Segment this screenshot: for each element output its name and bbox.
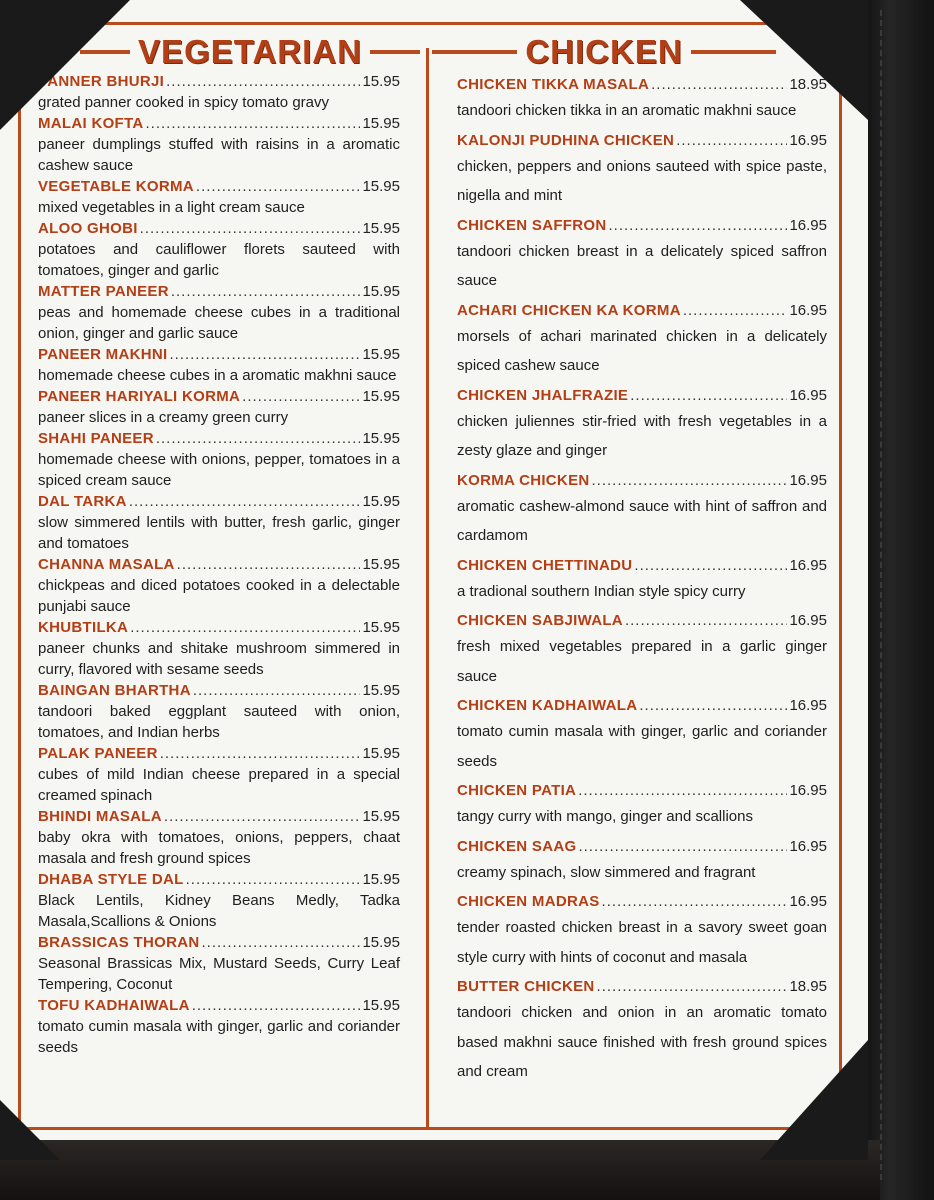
dish-price: 16.95 (789, 216, 827, 234)
dish-price: 15.95 (362, 682, 400, 699)
dish-name: BAINGAN BHARTHA (38, 682, 191, 699)
dish-name: CHICKEN CHETTINADU (457, 556, 633, 574)
dish-name: TOFU KADHAIWALA (38, 997, 190, 1014)
dish-description: tandoori baked eggplant sauteed with onion, tomatoes, and Indian herbs (38, 703, 400, 741)
menu-item (38, 387, 400, 428)
dish-description: creamy spinach, slow simmered and fragrant (457, 863, 756, 881)
menu-item (457, 130, 827, 211)
dish-description: potatoes and cauliflower florets sauteed with tomatoes, ginger and garlic (38, 241, 400, 279)
dish-name: VEGETABLE KORMA (38, 178, 194, 195)
dot-leader (639, 695, 787, 717)
dish-description: tomato cumin masala with ginger, garlic and coriander seeds (38, 1018, 400, 1056)
dish-name: KALONJI PUDHINA CHICKEN (457, 131, 675, 149)
dish-price: 15.95 (362, 178, 400, 195)
dot-leader (578, 836, 787, 858)
dish-description: paneer dumplings stuffed with raisins in a aromatic cashew sauce (38, 136, 400, 174)
dot-leader (140, 219, 361, 239)
header-rule-right (370, 50, 420, 54)
menu-item (38, 807, 400, 869)
dot-leader (578, 780, 787, 802)
dish-price: 16.95 (789, 782, 827, 799)
dot-leader (129, 492, 361, 512)
menu-item-line (457, 836, 827, 858)
menu-item-line (38, 870, 400, 890)
dish-description: homemade cheese cubes in a aromatic makhni sauce (38, 367, 397, 384)
dish-price: 15.95 (362, 388, 400, 405)
menu-item (38, 681, 400, 743)
dish-name: CHICKEN SAAG (457, 837, 577, 855)
menu-item-line (38, 345, 400, 365)
dish-price: 15.95 (362, 346, 400, 363)
menu-item-line (38, 429, 400, 449)
dish-name: DAL TARKA (38, 493, 127, 510)
corner-tab-bottom-left (0, 1100, 60, 1160)
menu-item-line (38, 933, 400, 953)
menu-item (38, 744, 400, 806)
menu-item (38, 996, 400, 1058)
dish-name: MATTER PANEER (38, 283, 169, 300)
menu-item-line (38, 744, 400, 764)
dot-leader (186, 870, 361, 890)
dish-description: baby okra with tomatoes, onions, peppers, chaat masala and fresh ground spices (38, 829, 400, 867)
dish-description: tender roasted chicken breast in a savory sweet goan style curry with hints of coconut and masala (457, 919, 827, 966)
dot-leader (156, 429, 361, 449)
dish-name: PANEER HARIYALI KORMA (38, 388, 241, 405)
dish-price: 16.95 (789, 131, 827, 149)
menu-item-line (457, 215, 827, 237)
dish-description: fresh mixed vegetables prepared in a garlic ginger sauce (457, 638, 827, 685)
menu-item (38, 219, 400, 281)
menu-item-line (38, 807, 400, 827)
chicken-header (432, 30, 776, 74)
dish-description: tandoori chicken tikka in an aromatic makhni sauce (457, 102, 797, 119)
menu-item-line (38, 177, 400, 197)
dot-leader (130, 618, 360, 638)
dot-leader (146, 114, 361, 134)
dish-price: 16.95 (789, 612, 827, 629)
dish-description: Black Lentils, Kidney Beans Medly, Tadka Masala,Scallions & Onions (38, 892, 400, 930)
menu-item (38, 555, 400, 617)
dish-name: CHICKEN KADHAIWALA (457, 697, 638, 714)
menu-item (38, 870, 400, 932)
menu-item-line (457, 780, 827, 802)
dish-price: 15.95 (362, 283, 400, 300)
dish-name: BRASSICAS THORAN (38, 934, 200, 951)
dish-description: morsels of achari marinated chicken in a delicately spiced cashew sauce (457, 327, 827, 374)
dish-description: Seasonal Brassicas Mix, Mustard Seeds, Curry Leaf Tempering, Coconut (38, 955, 400, 993)
menu-item (38, 618, 400, 680)
dish-price: 16.95 (789, 893, 827, 910)
dish-description: chickpeas and diced potatoes cooked in a delectable punjabi sauce (38, 577, 400, 615)
dish-description: homemade cheese with onions, pepper, tomatoes in a spiced cream sauce (38, 451, 400, 489)
dot-leader (196, 177, 361, 197)
dot-leader (164, 807, 361, 827)
menu-item-line (457, 891, 827, 913)
dot-leader (193, 681, 361, 701)
menu-item-line (38, 387, 400, 407)
dot-leader (171, 282, 361, 302)
menu-item-line (457, 555, 827, 577)
dot-leader (169, 345, 360, 365)
dish-name: CHICKEN MADRAS (457, 893, 600, 910)
dish-name: KHUBTILKA (38, 619, 129, 636)
dot-leader (630, 385, 787, 407)
menu-item (38, 429, 400, 491)
dish-price: 18.95 (789, 76, 827, 93)
dish-description: paneer chunks and shitake mushroom simmered in curry, flavored with sesame seeds (38, 640, 400, 678)
dish-name: CHICKEN PATIA (457, 782, 577, 799)
dish-price: 15.95 (362, 871, 400, 888)
dish-name: CHICKEN SAFFRON (457, 216, 607, 234)
menu-item (38, 177, 400, 218)
menu-item-line (457, 385, 827, 407)
menu-item-line (38, 219, 400, 239)
menu-item (457, 610, 827, 691)
menu-item (457, 555, 827, 607)
dish-price: 15.95 (362, 220, 400, 237)
dish-price: 16.95 (789, 471, 827, 489)
dish-price: 15.95 (362, 493, 400, 510)
dot-leader (242, 387, 360, 407)
menu-item (457, 836, 827, 888)
binder-stitching (880, 10, 904, 1180)
binder-bottom-edge (0, 1140, 880, 1200)
menu-item (457, 695, 827, 776)
dish-price: 18.95 (789, 978, 827, 995)
dish-name: DHABA STYLE DAL (38, 871, 184, 888)
dish-description: paneer slices in a creamy green curry (38, 409, 289, 426)
vegetarian-title: VEGETARIAN (138, 33, 362, 70)
dish-name: CHICKEN TIKKA MASALA (457, 76, 650, 93)
menu-item-line (38, 492, 400, 512)
dish-price: 15.95 (362, 430, 400, 447)
menu-item-line (457, 610, 827, 632)
dish-name: BUTTER CHICKEN (457, 978, 595, 995)
dot-leader (634, 555, 787, 577)
menu-item-line (457, 130, 827, 152)
corner-tab-top-left (0, 0, 130, 130)
dot-leader (166, 72, 360, 92)
dish-price: 16.95 (789, 386, 827, 404)
dish-name: MALAI KOFTA (38, 115, 144, 132)
dish-description: mixed vegetables in a light cream sauce (38, 199, 305, 216)
dish-price: 15.95 (362, 556, 400, 573)
dish-name: PALAK PANEER (38, 745, 158, 762)
menu-item (38, 492, 400, 554)
dot-leader (683, 300, 788, 322)
menu-item (457, 215, 827, 296)
dot-leader (597, 976, 788, 998)
menu-item (457, 300, 827, 381)
menu-item-line (38, 618, 400, 638)
menu-item-line (38, 555, 400, 575)
menu-item (457, 385, 827, 466)
menu-item (457, 891, 827, 972)
header-rule-left (432, 50, 517, 54)
dish-name: CHICKEN JHALFRAZIE (457, 386, 629, 404)
dish-price: 15.95 (362, 115, 400, 132)
dish-name: ACHARI CHICKEN KA KORMA (457, 301, 681, 319)
vegetarian-header (80, 30, 420, 74)
menu-item-line (457, 695, 827, 717)
dish-price: 15.95 (362, 997, 400, 1014)
menu-item (38, 345, 400, 386)
dot-leader (177, 555, 361, 575)
menu-item-line (457, 300, 827, 322)
dish-price: 16.95 (789, 301, 827, 319)
dish-name: ALOO GHOBI (38, 220, 138, 237)
dish-description: tangy curry with mango, ginger and scallions (457, 808, 753, 825)
dot-leader (192, 996, 361, 1016)
dish-price: 15.95 (362, 934, 400, 951)
menu-item-line (38, 681, 400, 701)
dish-description: aromatic cashew-almond sauce with hint of saffron and cardamom (457, 497, 827, 544)
column-divider (426, 48, 429, 1130)
dish-description: slow simmered lentils with butter, fresh garlic, ginger and tomatoes (38, 514, 400, 552)
dish-name: SHAHI PANEER (38, 430, 154, 447)
menu-item (38, 282, 400, 344)
dish-description: a tradional southern Indian style spicy curry (457, 582, 746, 600)
dish-name: PANNER BHURJI (38, 73, 165, 90)
corner-tab-top-right (740, 0, 868, 120)
dish-name: BHINDI MASALA (38, 808, 162, 825)
dot-leader (609, 215, 788, 237)
dish-description: tandoori chicken and onion in an aromatic tomato based makhni sauce finished with fresh ground spices and cream (457, 1004, 827, 1080)
dish-price: 16.95 (789, 837, 827, 855)
corner-tab-bottom-right (760, 1040, 868, 1160)
dish-price: 15.95 (362, 745, 400, 762)
dish-name: KORMA CHICKEN (457, 471, 590, 489)
menu-item (457, 470, 827, 551)
dish-description: peas and homemade cheese cubes in a traditional onion, ginger and garlic sauce (38, 304, 400, 342)
dish-description: tomato cumin masala with ginger, garlic and coriander seeds (457, 723, 827, 770)
dot-leader (676, 130, 787, 152)
menu-item (38, 933, 400, 995)
chicken-title: CHICKEN (525, 33, 683, 70)
chicken-list (457, 74, 827, 1091)
dish-description: grated panner cooked in spicy tomato gravy (38, 94, 329, 111)
dish-price: 15.95 (362, 808, 400, 825)
dish-price: 15.95 (362, 619, 400, 636)
menu-item-line (457, 470, 827, 492)
menu-item-line (38, 282, 400, 302)
dish-name: CHANNA MASALA (38, 556, 175, 573)
dot-leader (201, 933, 360, 953)
dot-leader (160, 744, 361, 764)
dot-leader (625, 610, 788, 632)
dish-name: CHICKEN SABJIWALA (457, 612, 623, 629)
dish-price: 16.95 (789, 556, 827, 574)
dot-leader (592, 470, 788, 492)
menu-item (457, 780, 827, 832)
dish-description: tandoori chicken breast in a delicately spiced saffron sauce (457, 242, 827, 289)
menu-item-line (38, 996, 400, 1016)
dish-description: chicken juliennes stir-fried with fresh vegetables in a zesty glaze and ginger (457, 412, 827, 459)
dish-price: 16.95 (789, 697, 827, 714)
dish-name: PANEER MAKHNI (38, 346, 168, 363)
dish-description: chicken, peppers and onions sauteed with spice paste, nigella and mint (457, 157, 827, 204)
vegetarian-list (38, 72, 400, 1059)
dish-price: 15.95 (362, 73, 400, 90)
dish-description: cubes of mild Indian cheese prepared in a special creamed spinach (38, 766, 400, 804)
menu-item-line (457, 976, 827, 998)
dot-leader (602, 891, 788, 913)
